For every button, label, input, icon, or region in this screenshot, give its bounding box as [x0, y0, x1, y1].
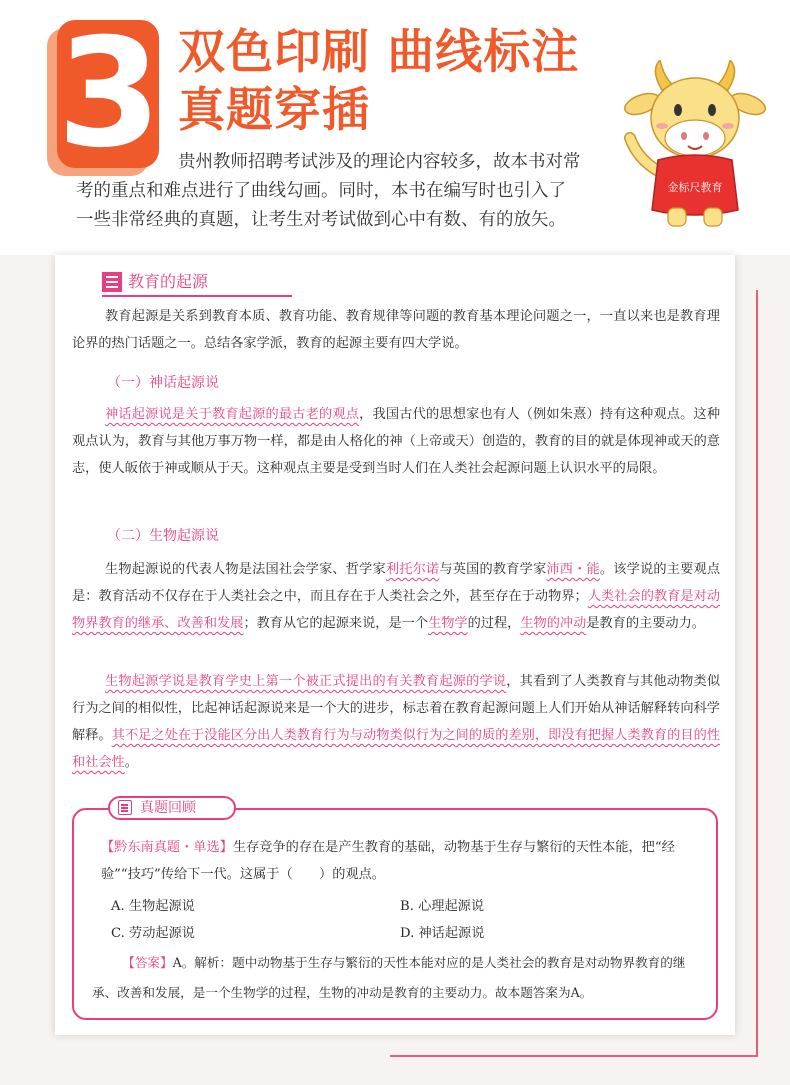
review-tab: [108, 796, 236, 820]
intro-line-1: 贵州教师招聘考试涉及的理论内容较多，故本书对常: [178, 152, 581, 172]
decorative-border-right: [756, 290, 758, 1055]
header-area: [0, 0, 790, 255]
section-title: 教育的起源: [128, 272, 209, 291]
highlight-text: 神话起源说是关于教育起源的最古老的观点: [105, 407, 360, 422]
highlight-text: 人类社会的教育是对动物界教育的继承、改善和发展: [72, 589, 721, 631]
section-intro: 教育起源是关系到教育本质、教育功能、教育规律等问题的教育基本理论问题之一，一直以来也是教育理论界的热门话题之一。总结各家学派，教育的起源主要有四大学说。: [72, 309, 720, 351]
paragraph-biology-2: [72, 668, 720, 776]
answer-text: [92, 948, 707, 1008]
review-box: [72, 800, 718, 1020]
option-b: B. 心理起源说: [400, 899, 485, 914]
question-tag: 【黔东南真题・单选】: [101, 840, 233, 855]
review-title: 真题回顾: [140, 800, 196, 816]
body-text: 与英国的教育学家: [439, 562, 547, 577]
list-icon: [102, 272, 122, 292]
body-text: 的过程，: [467, 616, 521, 631]
decorative-border-bottom: [390, 1055, 758, 1057]
highlight-text: 利托尔诺: [385, 562, 440, 577]
body-text: ，我国古代的思想家也有人（例如朱熹）持有这种观点。这种观点认为，教育与其他万事万物一样，都是由人格化的神（上帝或天）创造的，教育的目的就是体现神或天的意志，使人皈依于神或顺从于天。这种观点主要是受到当时人们在人类社会起源问题上认识水平的局限。: [72, 407, 721, 476]
paragraph-myth: [72, 401, 720, 482]
section-header: [102, 271, 292, 297]
answer-body: A。解析：题中动物基于生存与繁衍的天性本能对应的是人类社会的教育是对动物界教育的继承、改善和发展，是一个生物学的过程，生物的冲动是教育的主要动力。故本题答案为A。: [92, 955, 686, 1000]
option-a: A. 生物起源说: [111, 899, 195, 914]
sub-heading-biology: （二）生物起源说: [107, 528, 219, 544]
body-text: 是教育的主要动力。: [586, 616, 705, 631]
highlight-text: 生物起源学说是教育学史上第一个被正式提出的有关教育起源的学说: [105, 674, 507, 689]
mascot-shirt-text: 金标尺教育: [667, 181, 723, 194]
badge-number: 3: [57, 7, 162, 181]
question-text: [101, 834, 701, 888]
sub-heading-myth: （一）神话起源说: [107, 375, 219, 391]
highlight-text: 生物的冲动: [520, 616, 587, 631]
paragraph-biology-1: [72, 556, 720, 637]
intro-line-2: 考的重点和难点进行了曲线勾画。同时，本书在编写时也引入了: [76, 181, 566, 201]
content-card: [55, 255, 735, 1035]
title-line-1: 双色印刷 曲线标注: [178, 25, 580, 80]
option-c: C. 劳动起源说: [111, 926, 195, 941]
document-icon: [118, 800, 132, 815]
page-title: [178, 24, 579, 140]
body-text: ；教育从它的起源来说，是一个: [243, 616, 429, 631]
option-d: D. 神话起源说: [400, 926, 485, 941]
body-text: 。该学说的主要观点是：教育活动不仅存在于人类社会之中，而且存在于人类社会之外，甚至存在于动物界；: [72, 562, 721, 604]
answer-tag: 【答案】: [122, 955, 173, 970]
title-line-2: 真题穿插: [178, 83, 370, 138]
highlight-text: 生物学: [428, 616, 468, 631]
question-body: 生存竞争的存在是产生教育的基础，动物基于生存与繁衍的天性本能，把“经验”“技巧”传给下一代。这属于（ ）的观点。: [101, 840, 675, 882]
highlight-text: 沛西・能: [546, 562, 600, 577]
body-text: ，其看到了人类教育与其他动物类似行为之间的相似性，比起神话起源说来是一个大的进步，标志着在教育起源问题上人们开始从神话解释转向科学解释。: [72, 674, 721, 743]
number-badge: [57, 7, 162, 181]
intro-line-3: 一些非常经典的真题，让考生对考试做到心中有数、有的放矢。: [76, 210, 566, 230]
intro-paragraph: [76, 148, 661, 235]
body-text: 生物起源说的代表人物是法国社会学家、哲学家: [105, 562, 386, 577]
highlight-text: 其不足之处在于没能区分出人类教育行为与动物类似行为之间的质的差别，即没有把握人类教育的目的性和社会性: [72, 728, 721, 770]
cow-mascot-icon: [620, 60, 770, 230]
body-text: 。: [124, 755, 138, 770]
